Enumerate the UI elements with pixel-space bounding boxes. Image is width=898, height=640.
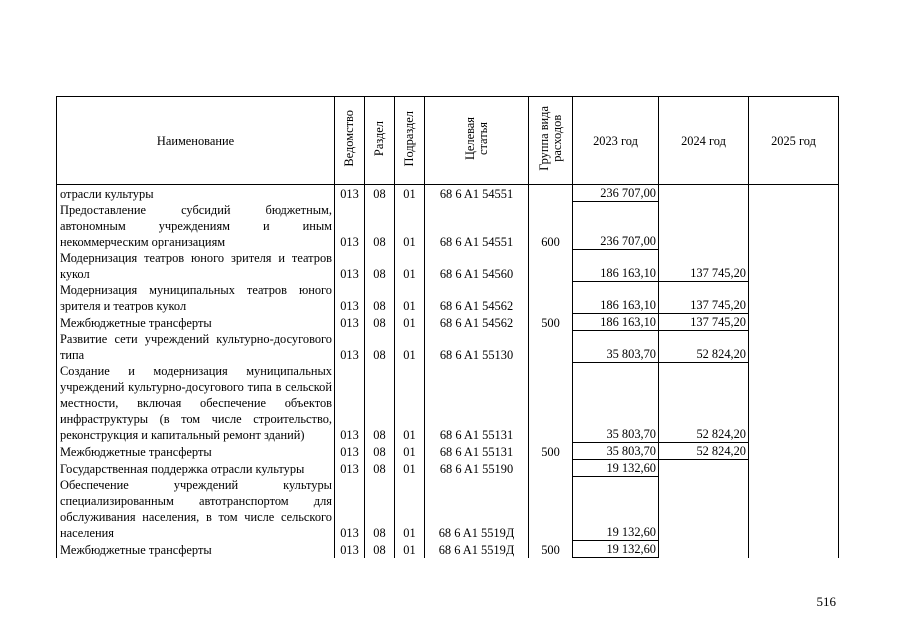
cell-celevaya-statya: 68 6 A1 54562 — [425, 314, 529, 331]
cell-name: Межбюджетные трансферты — [57, 314, 335, 331]
table-row — [57, 331, 839, 363]
cell-2023: 236 707,00 — [573, 202, 659, 250]
cell-vid-rashodov — [529, 331, 573, 363]
cell-podrazdel: 01 — [395, 443, 425, 460]
cell-2025 — [749, 282, 839, 314]
cell-celevaya-statya: 68 6 A1 55190 — [425, 460, 529, 477]
cell-celevaya-statya: 68 6 A1 55130 — [425, 331, 529, 363]
cell-razdel: 08 — [365, 314, 395, 331]
cell-2023: 35 803,70 — [573, 443, 659, 460]
cell-podrazdel: 01 — [395, 185, 425, 202]
cell-vedomstvo: 013 — [335, 250, 365, 282]
header-vedomstvo: Ведомство — [335, 97, 365, 185]
cell-name: Межбюджетные трансферты — [57, 541, 335, 558]
cell-2023: 19 132,60 — [573, 477, 659, 541]
cell-razdel: 08 — [365, 363, 395, 443]
cell-vid-rashodov: 600 — [529, 202, 573, 250]
cell-vedomstvo: 013 — [335, 443, 365, 460]
cell-vedomstvo: 013 — [335, 541, 365, 558]
cell-2025 — [749, 460, 839, 477]
cell-podrazdel: 01 — [395, 282, 425, 314]
cell-podrazdel: 01 — [395, 250, 425, 282]
cell-vid-rashodov — [529, 477, 573, 541]
cell-2023: 19 132,60 — [573, 541, 659, 558]
cell-2024: 137 745,20 — [659, 282, 749, 314]
cell-vedomstvo: 013 — [335, 331, 365, 363]
cell-celevaya-statya: 68 6 A1 5519Д — [425, 541, 529, 558]
page-number: 516 — [816, 594, 836, 609]
cell-name: Модернизация муниципальных театров юного зрителя и театров кукол — [57, 282, 335, 314]
cell-2023: 35 803,70 — [573, 363, 659, 443]
cell-2024: 137 745,20 — [659, 314, 749, 331]
cell-2024: 52 824,20 — [659, 331, 749, 363]
cell-vedomstvo: 013 — [335, 282, 365, 314]
cell-celevaya-statya: 68 6 A1 54560 — [425, 250, 529, 282]
table-row — [57, 460, 839, 477]
cell-2024: 137 745,20 — [659, 250, 749, 282]
cell-razdel: 08 — [365, 331, 395, 363]
cell-2024 — [659, 202, 749, 250]
cell-podrazdel: 01 — [395, 477, 425, 541]
cell-2024 — [659, 460, 749, 477]
cell-name: Создание и модернизация муниципальных учреждений культурно-досугового типа в сельской местности, включая обеспечение объектов инфраструктуры (в том числе строительство, реконструкция и капитальный ремонт зданий) — [57, 363, 335, 443]
cell-vid-rashodov: 500 — [529, 541, 573, 558]
cell-celevaya-statya: 68 6 A1 5519Д — [425, 477, 529, 541]
cell-razdel: 08 — [365, 541, 395, 558]
cell-razdel: 08 — [365, 443, 395, 460]
header-2024: 2024 год — [659, 97, 749, 185]
cell-2025 — [749, 363, 839, 443]
cell-2025 — [749, 477, 839, 541]
header-name: Наименование — [57, 97, 335, 185]
cell-name: Обеспечение учреждений культуры специализированным автотранспортом для обслуживания населения, в том числе сельского населения — [57, 477, 335, 541]
cell-podrazdel: 01 — [395, 202, 425, 250]
cell-name: Развитие сети учреждений культурно-досугового типа — [57, 331, 335, 363]
cell-name: отрасли культуры — [57, 185, 335, 202]
cell-2024: 52 824,20 — [659, 363, 749, 443]
cell-podrazdel: 01 — [395, 363, 425, 443]
cell-vedomstvo: 013 — [335, 202, 365, 250]
cell-2023: 19 132,60 — [573, 460, 659, 477]
cell-2023: 186 163,10 — [573, 282, 659, 314]
cell-2025 — [749, 202, 839, 250]
table-row — [57, 185, 839, 202]
table-row — [57, 443, 839, 460]
cell-razdel: 08 — [365, 202, 395, 250]
table-row — [57, 314, 839, 331]
cell-podrazdel: 01 — [395, 460, 425, 477]
cell-2023: 186 163,10 — [573, 314, 659, 331]
cell-name: Модернизация театров юного зрителя и театров кукол — [57, 250, 335, 282]
cell-razdel: 08 — [365, 185, 395, 202]
cell-podrazdel: 01 — [395, 331, 425, 363]
cell-vedomstvo: 013 — [335, 477, 365, 541]
cell-razdel: 08 — [365, 250, 395, 282]
cell-2025 — [749, 314, 839, 331]
cell-vid-rashodov — [529, 250, 573, 282]
cell-name: Межбюджетные трансферты — [57, 443, 335, 460]
cell-2024: 52 824,20 — [659, 443, 749, 460]
cell-razdel: 08 — [365, 477, 395, 541]
table-row — [57, 541, 839, 558]
table-row — [57, 250, 839, 282]
cell-podrazdel: 01 — [395, 541, 425, 558]
header-gruppa-vida-rashodov: Группа вида расходов — [529, 97, 573, 185]
cell-vedomstvo: 013 — [335, 460, 365, 477]
cell-vedomstvo: 013 — [335, 314, 365, 331]
cell-podrazdel: 01 — [395, 314, 425, 331]
table-row — [57, 202, 839, 250]
cell-vedomstvo: 013 — [335, 185, 365, 202]
cell-2025 — [749, 443, 839, 460]
cell-2024 — [659, 541, 749, 558]
cell-vid-rashodov — [529, 185, 573, 202]
cell-celevaya-statya: 68 6 A1 55131 — [425, 443, 529, 460]
cell-2025 — [749, 250, 839, 282]
header-2025: 2025 год — [749, 97, 839, 185]
header-razdel: Раздел — [365, 97, 395, 185]
cell-vid-rashodov — [529, 363, 573, 443]
cell-name: Предоставление субсидий бюджетным, автономным учреждениям и иным некоммерческим организациям — [57, 202, 335, 250]
cell-vid-rashodov: 500 — [529, 443, 573, 460]
header-podrazdel: Подраздел — [395, 97, 425, 185]
cell-2024 — [659, 477, 749, 541]
cell-2024 — [659, 185, 749, 202]
cell-2023: 35 803,70 — [573, 331, 659, 363]
cell-razdel: 08 — [365, 460, 395, 477]
table-row — [57, 282, 839, 314]
table-row — [57, 363, 839, 443]
cell-vedomstvo: 013 — [335, 363, 365, 443]
table-row — [57, 477, 839, 541]
cell-2023: 186 163,10 — [573, 250, 659, 282]
budget-table — [56, 96, 839, 558]
cell-2025 — [749, 541, 839, 558]
header-celevaya-statya: Целевая статья — [425, 97, 529, 185]
cell-celevaya-statya: 68 6 A1 54551 — [425, 202, 529, 250]
cell-2023: 236 707,00 — [573, 185, 659, 202]
cell-vid-rashodov — [529, 460, 573, 477]
cell-2025 — [749, 331, 839, 363]
table-header-row — [57, 97, 839, 185]
cell-celevaya-statya: 68 6 A1 54562 — [425, 282, 529, 314]
header-2023: 2023 год — [573, 97, 659, 185]
cell-2025 — [749, 185, 839, 202]
cell-celevaya-statya: 68 6 A1 54551 — [425, 185, 529, 202]
cell-celevaya-statya: 68 6 A1 55131 — [425, 363, 529, 443]
cell-name: Государственная поддержка отрасли культуры — [57, 460, 335, 477]
cell-vid-rashodov — [529, 282, 573, 314]
cell-vid-rashodov: 500 — [529, 314, 573, 331]
cell-razdel: 08 — [365, 282, 395, 314]
